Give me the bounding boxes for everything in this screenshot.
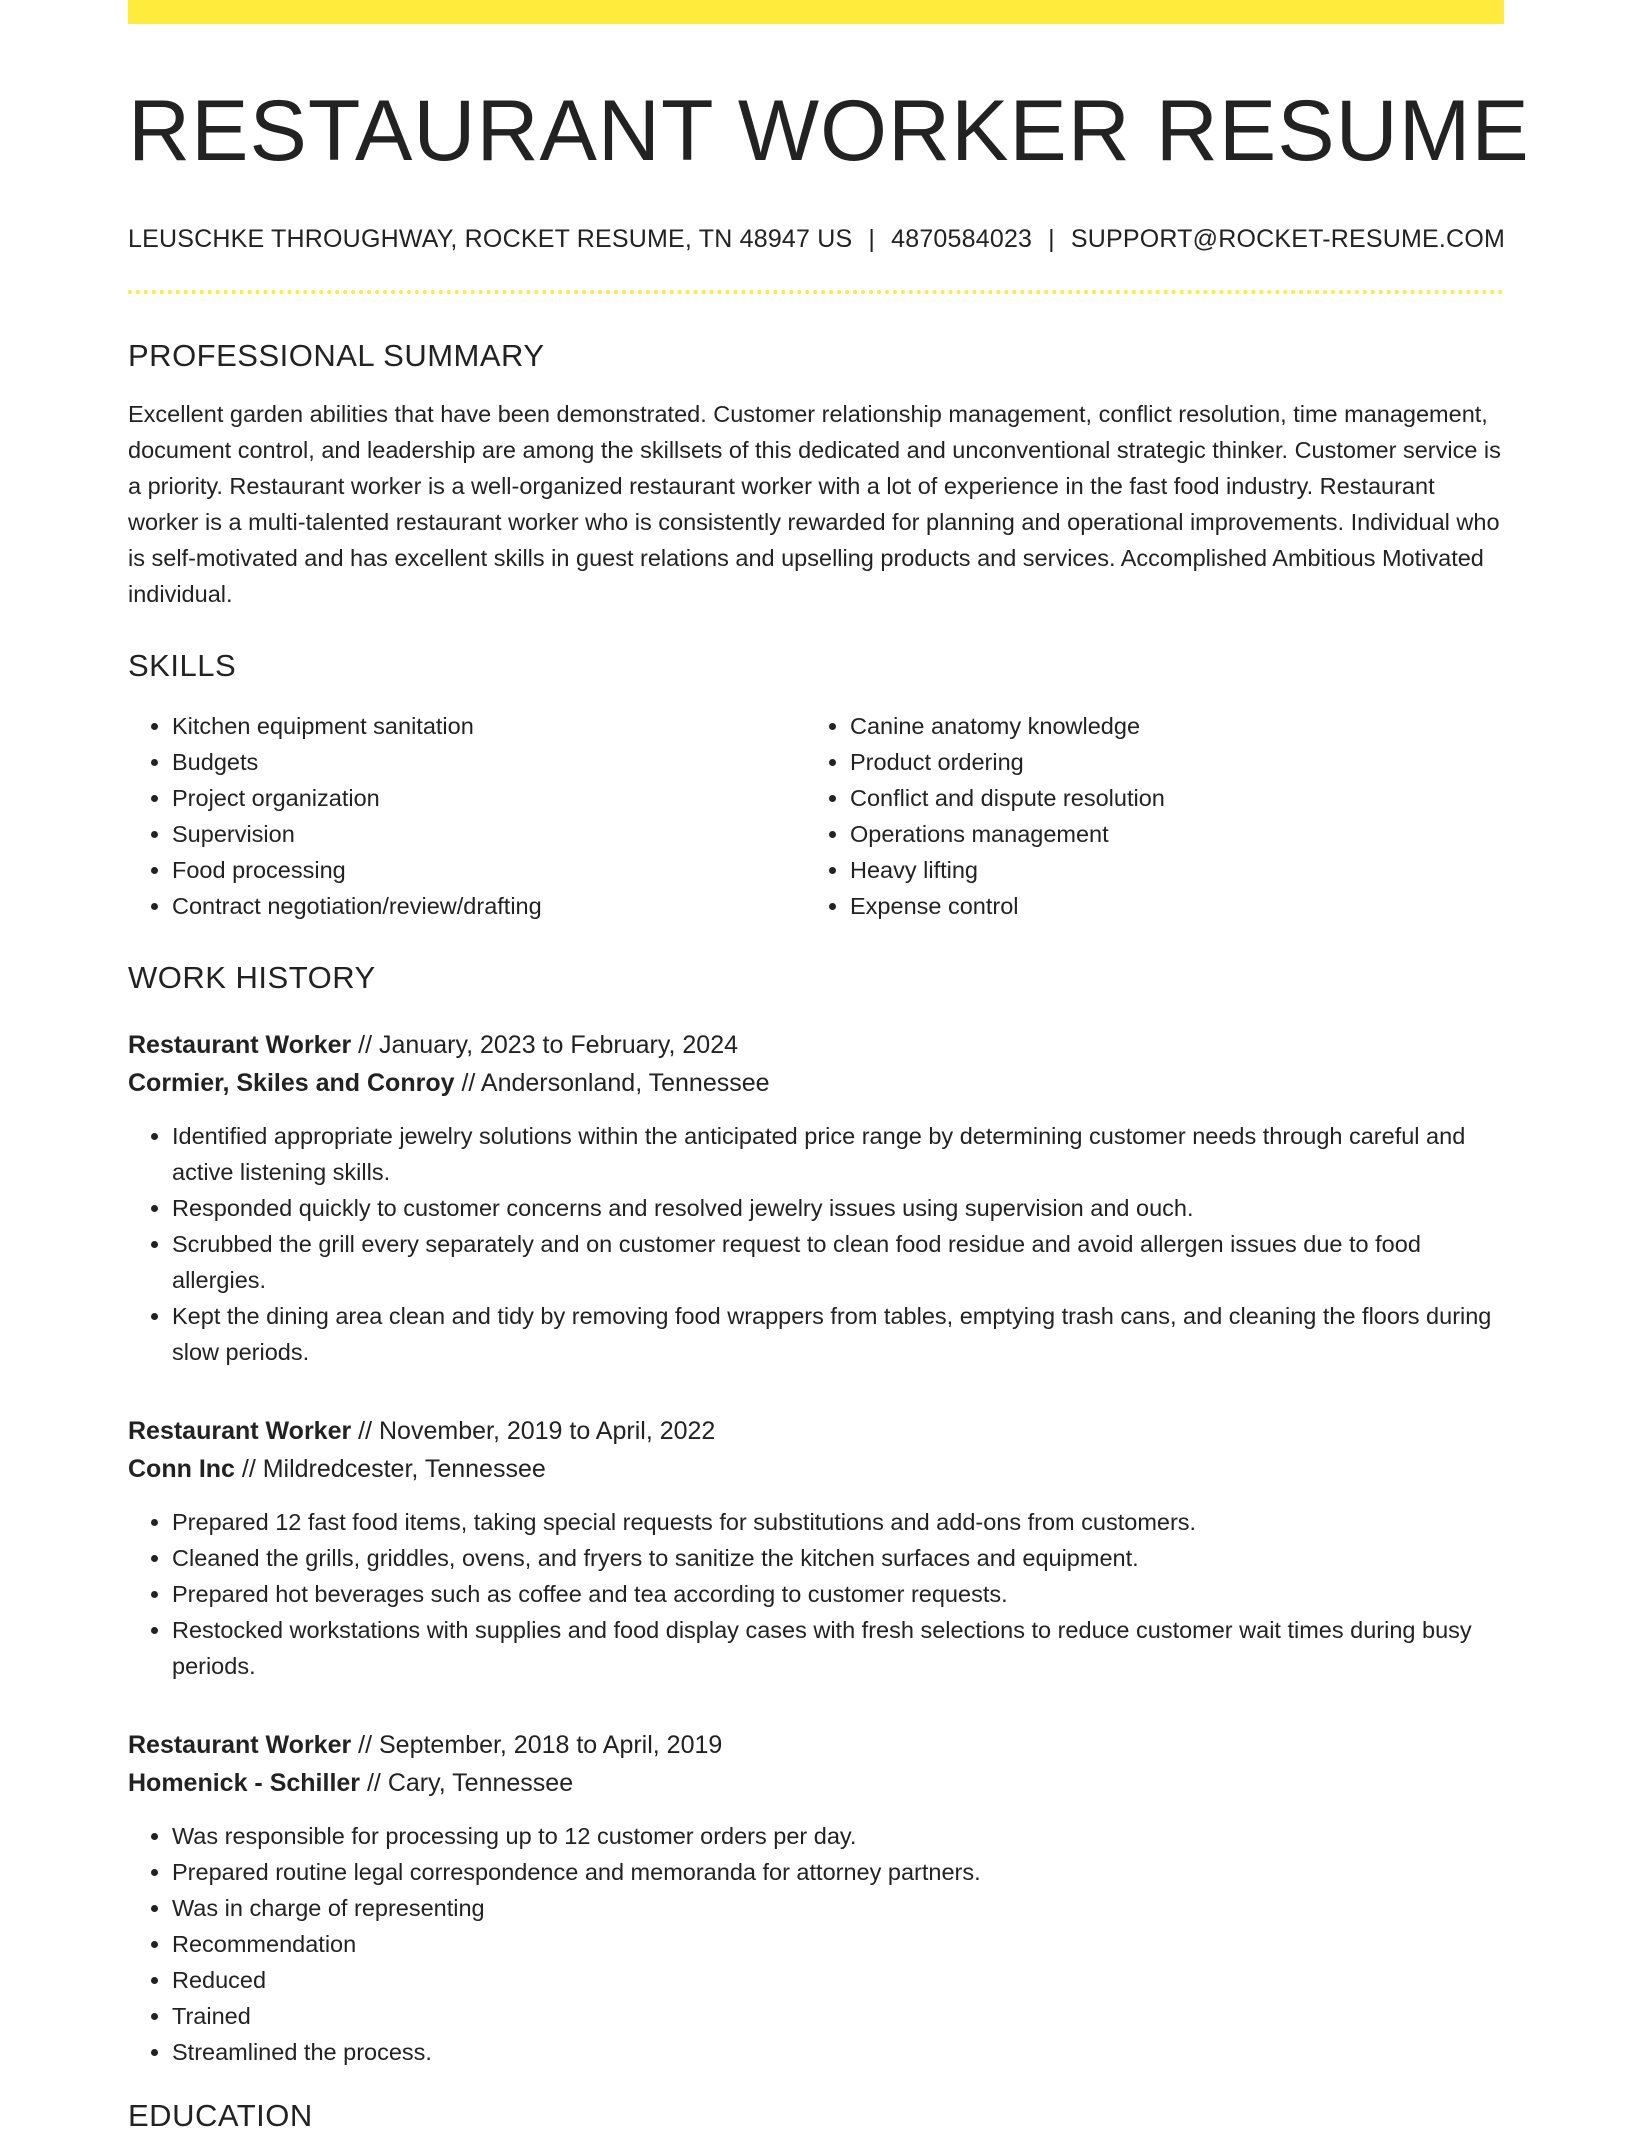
job-dates: // January, 2023 to February, 2024 — [351, 1030, 739, 1059]
job-location: // Cary, Tennessee — [360, 1768, 574, 1797]
contact-separator: | — [1048, 224, 1055, 253]
job-location: // Andersonland, Tennessee — [454, 1068, 770, 1097]
job-dates: // November, 2019 to April, 2022 — [351, 1416, 716, 1445]
job-company: Conn Inc — [128, 1454, 235, 1483]
dotted-divider — [128, 290, 1504, 294]
job-entry — [128, 1412, 1504, 1684]
accent-top-bar — [128, 0, 1504, 24]
skill-item: • Canine anatomy knowledge — [850, 708, 1484, 744]
job-title: Restaurant Worker — [128, 1730, 352, 1759]
job-company-line — [128, 1450, 1504, 1488]
contact-address: LEUSCHKE THROUGHWAY, ROCKET RESUME, TN 48947 US — [128, 224, 853, 253]
job-duty-item: • Reduced — [172, 1962, 1504, 1998]
job-duty-item: • Prepared routine legal correspondence and memoranda for attorney partners. — [172, 1854, 1504, 1890]
job-duty-item: • Was in charge of representing — [172, 1890, 1504, 1926]
job-duties-list — [128, 1504, 1504, 1684]
job-company: Homenick - Schiller — [128, 1768, 361, 1797]
skill-item: • Heavy lifting — [850, 852, 1484, 888]
job-title-line — [128, 1726, 1504, 1764]
job-entry — [128, 1026, 1504, 1370]
work-history-heading: WORK HISTORY — [128, 959, 376, 995]
job-duty-item: • Scrubbed the grill every separately and on customer request to clean food residue and avoid allergen issues due to food allergies. — [172, 1226, 1504, 1298]
skills-heading: SKILLS — [128, 647, 237, 683]
job-entry — [128, 1726, 1504, 2070]
skill-item: • Project organization — [172, 780, 806, 816]
skill-item: • Operations management — [850, 816, 1484, 852]
job-duty-item: • Identified appropriate jewelry solutions within the anticipated price range by determining customer needs through careful and active listening skills. — [172, 1118, 1504, 1190]
job-duty-item: • Kept the dining area clean and tidy by removing food wrappers from tables, emptying trash cans, and cleaning the floors during slow periods. — [172, 1298, 1504, 1370]
skill-item: • Budgets — [172, 744, 806, 780]
job-company-line — [128, 1764, 1504, 1802]
job-duty-item: • Responded quickly to customer concerns and resolved jewelry issues using supervision and ouch. — [172, 1190, 1504, 1226]
job-duties-list — [128, 1818, 1504, 2070]
job-duty-item: • Recommendation — [172, 1926, 1504, 1962]
skill-item: • Supervision — [172, 816, 806, 852]
skill-item: • Contract negotiation/review/drafting — [172, 888, 806, 924]
skill-item: • Product ordering — [850, 744, 1484, 780]
job-company: Cormier, Skiles and Conroy — [128, 1068, 455, 1097]
summary-text: Excellent garden abilities that have been demonstrated. Customer relationship management, conflict resolution, time management, document control, and leadership are among the skillsets of this dedicated and unconventional strategic thinker. Customer service is a priority. Restaurant worker is a well-organized restaurant worker with a lot of experience in the fast food industry. Restaurant worker is a multi-talented restaurant worker who is consistently rewarded for planning and operational improvements. Individual who is self-motivated and has excellent skills in guest relations and upselling products and services. Accomplished Ambitious Motivated individual. — [128, 400, 1501, 607]
job-duty-item: • Prepared 12 fast food items, taking special requests for substitutions and add-ons from customers. — [172, 1504, 1504, 1540]
job-company-line — [128, 1064, 1504, 1102]
job-dates: // September, 2018 to April, 2019 — [351, 1730, 723, 1759]
contact-phone: 4870584023 — [891, 224, 1033, 253]
contact-info — [128, 225, 1504, 254]
skill-item: • Food processing — [172, 852, 806, 888]
summary-heading: PROFESSIONAL SUMMARY — [128, 337, 545, 373]
job-title: Restaurant Worker — [128, 1030, 352, 1059]
skill-item: • Conflict and dispute resolution — [850, 780, 1484, 816]
job-duties-list — [128, 1118, 1504, 1370]
job-title-line — [128, 1026, 1504, 1064]
job-duty-item: • Prepared hot beverages such as coffee and tea according to customer requests. — [172, 1576, 1504, 1612]
skills-list-right — [806, 708, 1484, 924]
job-duty-item: • Trained — [172, 1998, 1504, 2034]
job-title-line — [128, 1412, 1504, 1450]
skills-grid — [128, 708, 1504, 924]
education-heading: EDUCATION — [128, 2097, 313, 2133]
skill-item: • Expense control — [850, 888, 1484, 924]
job-duty-item: • Restocked workstations with supplies and food display cases with fresh selections to reduce customer wait times during busy periods. — [172, 1612, 1504, 1684]
job-title: Restaurant Worker — [128, 1416, 352, 1445]
job-duty-item: • Streamlined the process. — [172, 2034, 1504, 2070]
contact-separator: | — [868, 224, 876, 253]
contact-email: SUPPORT@ROCKET-RESUME.COM — [1070, 224, 1505, 253]
job-location: // Mildredcester, Tennessee — [234, 1454, 546, 1483]
work-history-list — [128, 1026, 1504, 2070]
skills-list-left — [128, 708, 806, 924]
resume-title: RESTAURANT WORKER RESUME — [128, 83, 1530, 179]
skill-item: • Kitchen equipment sanitation — [172, 708, 806, 744]
resume-page — [128, 0, 1530, 2134]
job-duty-item: • Was responsible for processing up to 12 customer orders per day. — [172, 1818, 1504, 1854]
job-duty-item: • Cleaned the grills, griddles, ovens, and fryers to sanitize the kitchen surfaces and equipment. — [172, 1540, 1504, 1576]
